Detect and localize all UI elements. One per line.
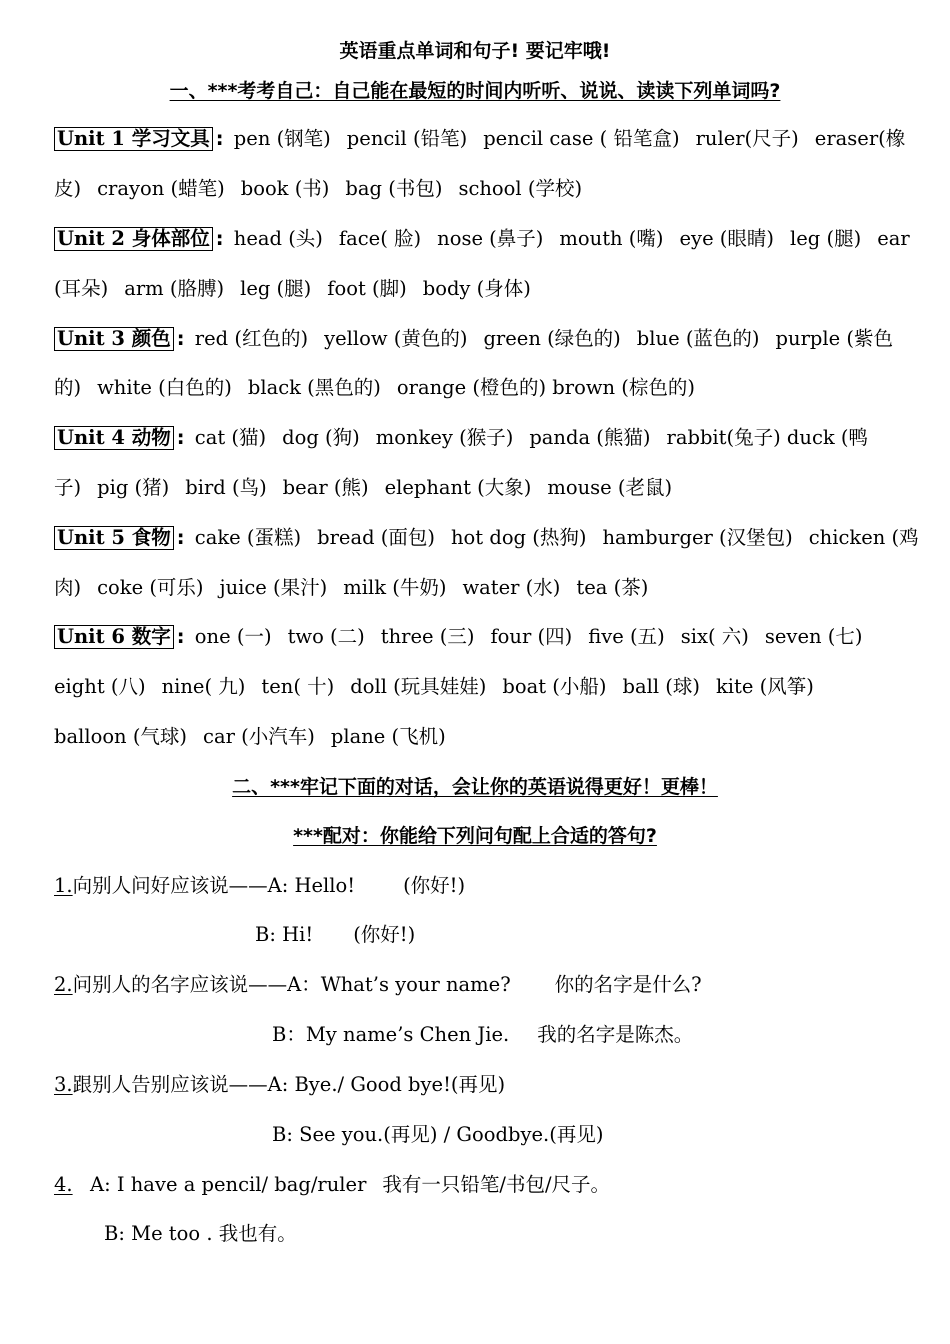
word-item: purple (紫色	[775, 327, 893, 350]
word-item: foot (脚)	[327, 277, 407, 300]
dialogue-line: B：My name’s Chen Jie.	[272, 1023, 510, 1046]
dialogue-translation: 我有一只铅笔/书包/尺子。	[382, 1173, 611, 1196]
dialogue-number: 1.	[54, 874, 73, 897]
word-item: kite (风筝)	[715, 675, 814, 698]
dialogue4-a	[54, 1172, 902, 1198]
word-item: water (水)	[462, 576, 561, 599]
colon: :	[176, 426, 185, 449]
page-title: 英语重点单词和句子! 要记牢哦!	[339, 40, 611, 62]
word-item: hot dog (热狗)	[451, 526, 587, 549]
word-item: plane (飞机)	[330, 725, 446, 748]
word-item: mouse (老鼠)	[547, 476, 673, 499]
word-item: yellow (黄色的)	[324, 327, 468, 350]
unit3-line1	[54, 326, 902, 352]
unit3-label: Unit 3 颜色	[54, 327, 174, 351]
dialogue2-a	[54, 972, 902, 998]
word-item: dog (狗)	[282, 426, 360, 449]
word-item: leg (腿)	[240, 277, 312, 300]
word-item: 肉)	[54, 576, 82, 599]
word-item: 皮)	[54, 177, 82, 200]
word-item: ruler(尺子)	[695, 127, 799, 150]
word-item: (耳朵)	[54, 277, 109, 300]
word-item: ear	[877, 227, 910, 250]
word-item: hamburger (汉堡包)	[602, 526, 793, 549]
colon: :	[176, 526, 185, 549]
dialogue1-a	[54, 873, 902, 899]
word-item: arm (胳膊)	[124, 277, 225, 300]
word-item: blue (蓝色的)	[636, 327, 760, 350]
unit5-label: Unit 5 食物	[54, 526, 174, 550]
word-item: pencil (铅笔)	[346, 127, 468, 150]
unit6-items-row3	[54, 724, 902, 750]
unit2-items-row2	[54, 276, 902, 302]
word-item: two (二)	[287, 625, 365, 648]
unit6-label: Unit 6 数字	[54, 625, 174, 649]
unit1-items-row2	[54, 176, 902, 202]
word-item: bear (熊)	[282, 476, 369, 499]
dialogue-translation: 你的名字是什么?	[554, 973, 702, 996]
word-item: leg (腿)	[790, 227, 862, 250]
word-item: boat (小船)	[502, 675, 607, 698]
word-item: eight (八)	[54, 675, 146, 698]
word-item: eraser(橡	[814, 127, 906, 150]
section1-heading-text: 一、***考考自己：自己能在最短的时间内听听、说说、读读下列单词吗?	[169, 80, 781, 102]
word-item: orange (橙色的) brown (棕色的)	[396, 376, 695, 399]
dialogue4-b	[104, 1221, 902, 1247]
word-item: black (黑色的)	[247, 376, 381, 399]
dialogue-translation: (你好!)	[403, 874, 466, 897]
word-item: car (小汽车)	[203, 725, 315, 748]
unit2-line1	[54, 226, 910, 252]
unit5-items-row2	[54, 575, 902, 601]
unit4-items-row2	[54, 475, 902, 501]
dialogue3-b	[272, 1122, 902, 1148]
word-item: 的)	[54, 376, 82, 399]
word-item: bag (书包)	[345, 177, 443, 200]
dialogue-line: A: I have a pencil/ bag/ruler	[90, 1173, 367, 1196]
word-item: pig (猪)	[97, 476, 170, 499]
unit6-line1	[54, 624, 902, 650]
unit4-items-row1	[195, 426, 868, 449]
word-item: cat (猫)	[194, 426, 267, 449]
word-item: 子)	[54, 476, 82, 499]
word-item: rabbit(兔子) duck (鸭	[666, 426, 868, 449]
word-item: nine( 九)	[161, 675, 246, 698]
word-item: eye (眼睛)	[679, 227, 775, 250]
dialogue-number: 3.	[54, 1073, 73, 1096]
dialogue-line: 跟别人告别应该说——A: Bye./ Good bye!(再见)	[72, 1073, 506, 1096]
unit5-line1	[54, 525, 919, 551]
word-item: white (白色的)	[97, 376, 232, 399]
section2-heading-text: 二、***牢记下面的对话，会让你的英语说得更好！更棒！	[232, 776, 718, 798]
word-item: coke (可乐)	[97, 576, 204, 599]
unit4-label: Unit 4 动物	[54, 426, 174, 450]
word-item: red (红色的)	[194, 327, 309, 350]
word-item: cake (蛋糕)	[194, 526, 302, 549]
word-item: six( 六)	[680, 625, 749, 648]
unit1-line1	[54, 126, 906, 152]
colon: :	[215, 127, 224, 150]
dialogue-translation: 我的名字是陈杰。	[537, 1023, 694, 1046]
word-item: doll (玩具娃娃)	[350, 675, 487, 698]
unit4-line1	[54, 425, 902, 451]
unit6-items-row1	[195, 625, 863, 648]
word-item: face( 脸)	[338, 227, 422, 250]
dialogue3-a	[54, 1072, 902, 1098]
word-item: body (身体)	[422, 277, 531, 300]
word-item: pencil case ( 铅笔盒)	[483, 127, 680, 150]
word-item: chicken (鸡	[808, 526, 919, 549]
word-item: panda (熊猫)	[529, 426, 651, 449]
word-item: monkey (猴子)	[375, 426, 514, 449]
word-item: three (三)	[380, 625, 475, 648]
unit1-items-row1	[234, 127, 905, 150]
dialogue-line: B: Me too . 我也有。	[104, 1222, 297, 1245]
unit2-label: Unit 2 身体部位	[54, 227, 213, 251]
word-item: tea (茶)	[576, 576, 649, 599]
colon: :	[215, 227, 224, 250]
unit5-items-row1	[195, 526, 919, 549]
word-item: balloon (气球)	[54, 725, 188, 748]
unit6-items-row2	[54, 674, 902, 700]
word-item: book (书)	[240, 177, 330, 200]
word-item: elephant (大象)	[384, 476, 532, 499]
section2-subheading-text: ***配对：你能给下列问句配上合适的答句?	[293, 825, 657, 847]
dialogue2-b	[272, 1022, 902, 1048]
word-item: green (绿色的)	[483, 327, 621, 350]
word-item: school (学校)	[458, 177, 583, 200]
unit2-items-row1	[234, 227, 910, 250]
dialogue-line: B: Hi!	[255, 923, 314, 946]
dialogue-line: B: See you.(再见) / Goodbye.(再见)	[272, 1123, 604, 1146]
word-item: seven (七)	[764, 625, 863, 648]
section2-heading	[0, 774, 950, 800]
section1-heading	[0, 78, 950, 104]
word-item: five (五)	[588, 625, 665, 648]
colon: :	[176, 327, 185, 350]
word-item: milk (牛奶)	[343, 576, 447, 599]
word-item: head (头)	[233, 227, 323, 250]
word-item: nose (鼻子)	[437, 227, 544, 250]
unit1-label: Unit 1 学习文具	[54, 127, 213, 151]
section2-subheading	[0, 823, 950, 849]
dialogue1-b	[255, 922, 902, 948]
word-item: one (一)	[194, 625, 272, 648]
unit3-items-row1	[195, 327, 893, 350]
dialogue-number: 4.	[54, 1173, 73, 1196]
dialogue-number: 2.	[54, 973, 73, 996]
colon: :	[176, 625, 185, 648]
word-item: ball (球)	[622, 675, 700, 698]
word-item: pen (钢笔)	[233, 127, 331, 150]
word-item: bread (面包)	[317, 526, 435, 549]
dialogue-translation: (你好!)	[353, 923, 416, 946]
word-item: juice (果汁)	[219, 576, 328, 599]
dialogue-line: 向别人问好应该说——A: Hello!	[72, 874, 356, 897]
word-item: four (四)	[490, 625, 573, 648]
dialogue-line: 问别人的名字应该说——A：What’s your name?	[72, 973, 511, 996]
word-item: ten( 十)	[261, 675, 335, 698]
word-item: mouth (嘴)	[559, 227, 664, 250]
word-item: crayon (蜡笔)	[97, 177, 225, 200]
unit3-items-row2	[54, 375, 902, 401]
word-item: bird (鸟)	[185, 476, 267, 499]
